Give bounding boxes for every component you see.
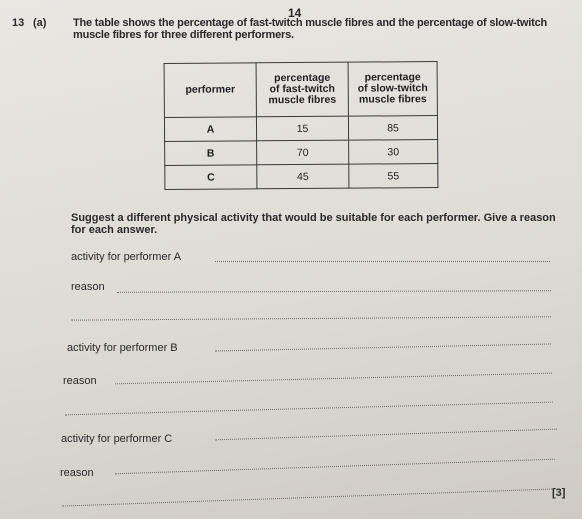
reason-a-answer-line-2[interactable]: [71, 316, 551, 320]
table-row: [164, 116, 437, 142]
cell-performer: B: [165, 141, 257, 166]
reason-c-answer-line-2[interactable]: [62, 488, 556, 506]
table-header-row: [164, 62, 437, 118]
question-intro-line-1: The table shows the percentage of fast-twitch muscle fibres and the percentage of slow-twitch: [73, 17, 548, 29]
cell-performer: A: [164, 117, 256, 142]
activity-b-answer-line[interactable]: [215, 343, 551, 351]
activity-b-label: activity for performer B: [67, 342, 178, 354]
reason-c-answer-line[interactable]: [115, 459, 555, 475]
question-number: 13: [12, 17, 25, 29]
reason-a-label: reason: [71, 281, 105, 293]
cell-fast-twitch: 15: [256, 116, 348, 141]
question-part: (a): [33, 17, 47, 29]
cell-slow-twitch: 55: [349, 164, 438, 189]
header-fast-twitch: percentage of fast-twitch muscle fibres: [256, 62, 348, 117]
cell-fast-twitch: 45: [257, 164, 349, 189]
cell-slow-twitch: 85: [348, 116, 437, 141]
prompt-line-2: for each answer.: [71, 224, 158, 236]
activity-c-answer-line[interactable]: [215, 429, 557, 441]
reason-b-label: reason: [63, 375, 97, 387]
table-row: [165, 140, 438, 166]
reason-c-label: reason: [60, 467, 94, 479]
muscle-fibre-table: [164, 61, 439, 190]
cell-fast-twitch: 70: [257, 140, 349, 165]
activity-a-label: activity for performer A: [71, 251, 182, 263]
reason-a-answer-line[interactable]: [117, 290, 551, 293]
marks-indicator: [3]: [552, 487, 566, 499]
question-intro-line-2: muscle fibres for three different performers.: [73, 29, 294, 41]
header-performer: performer: [164, 63, 256, 118]
prompt-line-1: Suggest a different physical activity that would be suitable for each performer. Give a reason: [71, 212, 556, 224]
cell-slow-twitch: 30: [349, 140, 438, 165]
reason-b-answer-line[interactable]: [115, 373, 552, 385]
header-slow-twitch: percentage of slow-twitch muscle fibres: [348, 62, 437, 117]
page-number: 14: [288, 6, 302, 20]
reason-b-answer-line-2[interactable]: [65, 402, 553, 416]
activity-a-answer-line[interactable]: [215, 261, 550, 262]
activity-c-label: activity for performer C: [61, 433, 173, 445]
table-row: [165, 164, 438, 190]
cell-performer: C: [165, 165, 257, 190]
